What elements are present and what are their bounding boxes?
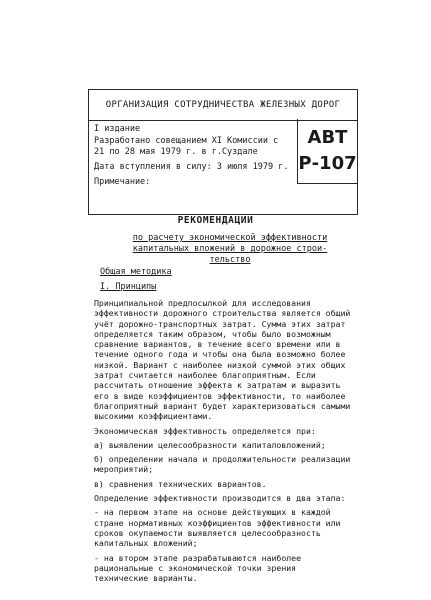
effective-date-line: Дата вступления в силу: 3 июля 1979 г. <box>94 162 289 172</box>
note-line: Примечание: <box>94 177 151 187</box>
subtitle-line-1: по расчету экономической эффективности <box>132 233 328 243</box>
organization-header <box>88 89 358 121</box>
stage-two: - на втором этапе разрабатываются наиболее рациональные с экономической точки зрения технические варианты. <box>94 552 302 584</box>
list-item-b: б) определении начала и продолжительности реализации мероприятий; <box>94 454 351 475</box>
list-item-c: в) сравнения технических вариантов. <box>94 478 267 489</box>
code-line-1: АВТ <box>307 127 348 148</box>
edition-line: I издание <box>94 124 141 134</box>
stage-one: - на первом этапе на основе действующих в каждой стране нормативных коэффициентов эффективности или сроков окупаемости выявляется целесообразность капитальных вложений; <box>94 507 341 549</box>
list-item-a: а) выявлении целесообразности капиталовложений; <box>94 439 326 450</box>
paragraph-principle: Принципиальной предпосылкой для исследования эффективности дорожного строительства является общий учёт дорожно-транспортных затрат. Сумма этих затрат определяется таким образом, чтобы было возможным сравнение вариантов, в течение всего времени или в течение одного года и чтобы она была возможно более низкой. Вариант с наиболее низкой суммой этих общих затрат считается наиболее благоприятным. Если рассчитать отношение эффекта к затратам и выразить его в виде коэффициентов эффективности, то наиболее благоприятный вариант будет характеризоваться самыми высокими коэффициентами. <box>94 298 351 422</box>
paragraph-effectiveness-intro: Экономическая эффективность определяется при: <box>94 425 316 436</box>
document-code-box <box>297 119 357 184</box>
document-title: РЕКОМЕНДАЦИИ <box>177 215 254 226</box>
subtitle-line-3: тельство <box>209 255 251 265</box>
document-subtitle <box>130 233 330 266</box>
section-heading: Общая методика <box>100 267 172 277</box>
developed-line-2: 21 по 28 мая 1979 г. в г.Суздале <box>94 147 258 157</box>
subsection-heading: I. Принципы <box>100 282 157 292</box>
organization-name: ОРГАНИЗАЦИЯ СОТРУДНИЧЕСТВА ЖЕЛЕЗНЫХ ДОРОГ <box>105 100 341 110</box>
body-text <box>94 298 354 587</box>
subtitle-line-2: капитальных вложений в дорожное строи- <box>132 244 328 254</box>
code-line-2: Р-107 <box>298 153 357 174</box>
paragraph-stages-intro: Определение эффективности производится в два этапа: <box>94 493 346 504</box>
developed-line-1: Разработано совещанием XI Комиссии с <box>94 136 279 146</box>
